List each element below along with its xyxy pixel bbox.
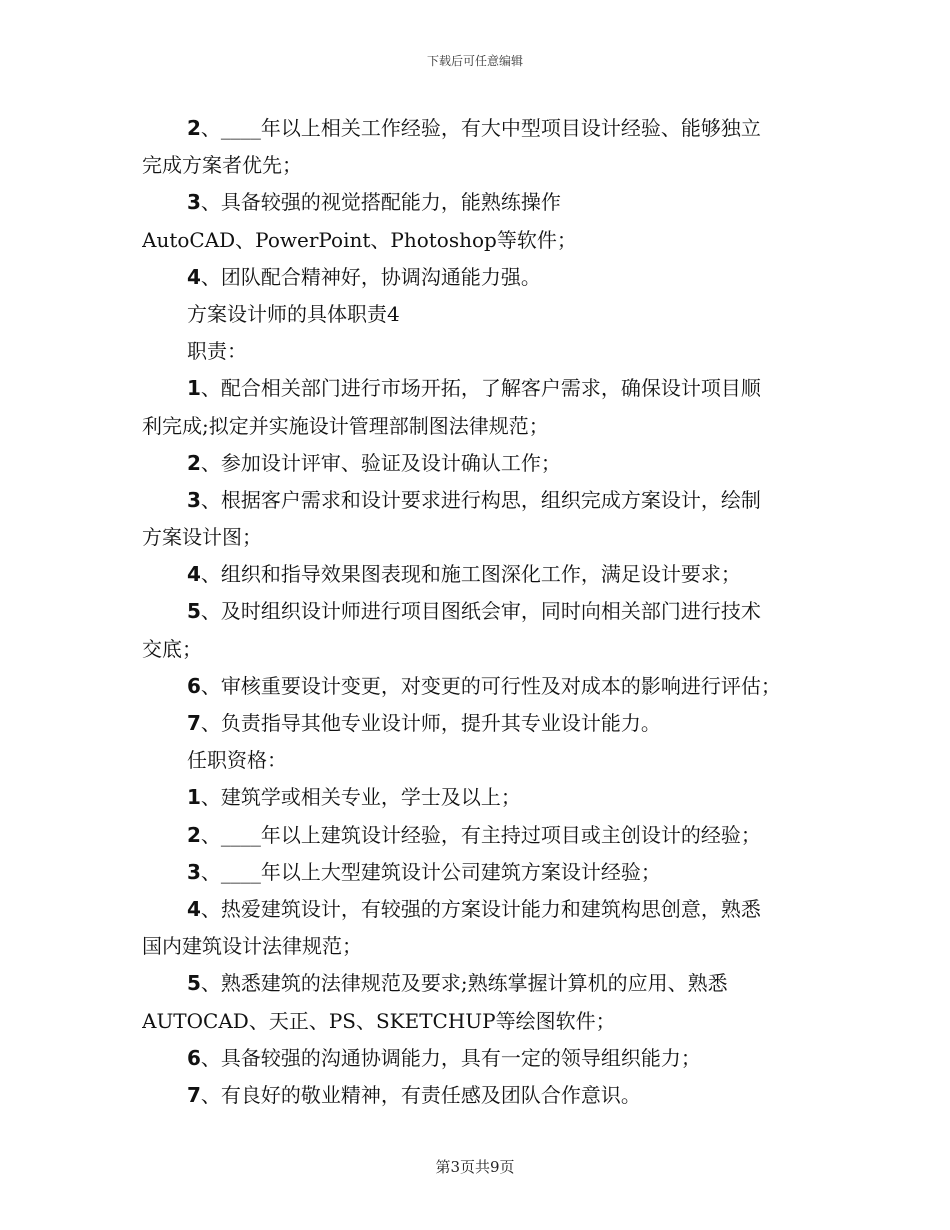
item-number: 6 xyxy=(187,1045,201,1070)
text-line xyxy=(142,110,814,147)
item-number: 1 xyxy=(187,376,201,401)
page-header: 下载后可任意编辑 xyxy=(426,54,523,68)
text-line xyxy=(142,370,814,407)
text-line xyxy=(142,333,814,370)
text-line xyxy=(142,519,814,556)
item-number: 6 xyxy=(187,673,201,698)
line-text: 方案设计师的具体职责4 xyxy=(187,301,400,326)
document-body xyxy=(142,110,814,1114)
line-text: AUTOCAD、天正、PS、SKETCHUP等绘图软件； xyxy=(142,1008,616,1033)
line-text: 、____年以上大型建筑设计公司建筑方案设计经验； xyxy=(200,859,661,884)
item-number: 5 xyxy=(187,599,201,624)
line-text: 、参加设计评审、验证及设计确认工作； xyxy=(200,450,561,475)
text-line xyxy=(142,891,814,928)
line-text: 、团队配合精神好，协调沟通能力强。 xyxy=(200,264,541,289)
text-line xyxy=(142,296,814,333)
line-text: AutoCAD、PowerPoint、Photoshop等软件； xyxy=(142,227,577,252)
line-text: 、有良好的敬业精神，有责任感及团队合作意识。 xyxy=(200,1082,641,1107)
text-line xyxy=(142,556,814,593)
item-number: 1 xyxy=(187,785,201,810)
line-text: 、熟悉建筑的法律规范及要求;熟练掌握计算机的应用、熟悉 xyxy=(200,971,728,996)
item-number: 3 xyxy=(187,190,201,215)
line-text: 方案设计图； xyxy=(142,525,262,550)
item-number: 2 xyxy=(187,116,201,140)
item-number: 4 xyxy=(187,562,201,587)
text-line xyxy=(142,705,814,742)
text-line xyxy=(142,742,814,779)
text-line xyxy=(142,408,814,445)
text-line xyxy=(142,779,814,816)
text-line xyxy=(142,482,814,519)
line-text: 、配合相关部门进行市场开拓，了解客户需求，确保设计项目顺 xyxy=(200,376,761,401)
item-number: 7 xyxy=(187,711,201,735)
item-number: 5 xyxy=(187,971,201,996)
text-line xyxy=(142,1077,814,1114)
page-footer: 第3页共9页 xyxy=(435,1158,515,1176)
line-text: 国内建筑设计法律规范； xyxy=(142,934,362,959)
line-text: 、具备较强的沟通协调能力，具有一定的领导组织能力； xyxy=(200,1045,701,1070)
text-line xyxy=(142,928,814,965)
line-text: 职责： xyxy=(187,339,247,364)
item-number: 2 xyxy=(187,450,201,475)
line-text: 、建筑学或相关专业，学士及以上； xyxy=(200,785,521,810)
line-text: 、审核重要设计变更，对变更的可行性及对成本的影响进行评估； xyxy=(200,673,781,698)
line-text: 任职资格： xyxy=(187,748,287,773)
text-line xyxy=(142,259,814,296)
line-text: 、具备较强的视觉搭配能力，能熟练操作 xyxy=(200,190,561,215)
text-line xyxy=(142,445,814,482)
text-line xyxy=(142,593,814,630)
text-line xyxy=(142,854,814,891)
line-text: 、负责指导其他专业设计师，提升其专业设计能力。 xyxy=(200,711,661,735)
line-text: 、____年以上建筑设计经验，有主持过项目或主创设计的经验； xyxy=(200,822,761,847)
item-number: 3 xyxy=(187,859,201,884)
text-line xyxy=(142,147,814,184)
text-line xyxy=(142,965,814,1002)
line-text: 利完成;拟定并实施设计管理部制图法律规范； xyxy=(142,413,549,438)
line-text: 、____年以上相关工作经验，有大中型项目设计经验、能够独立 xyxy=(200,116,761,140)
line-text: 、根据客户需求和设计要求进行构思，组织完成方案设计，绘制 xyxy=(200,487,761,512)
text-line xyxy=(142,631,814,668)
item-number: 2 xyxy=(187,822,201,847)
text-line xyxy=(142,1040,814,1077)
item-number: 7 xyxy=(187,1082,201,1107)
text-line xyxy=(142,817,814,854)
item-number: 3 xyxy=(187,487,201,512)
line-text: 、热爱建筑设计，有较强的方案设计能力和建筑构思创意，熟悉 xyxy=(200,896,761,921)
line-text: 交底； xyxy=(142,636,202,661)
text-line xyxy=(142,222,814,259)
text-line xyxy=(142,184,814,221)
line-text: 、组织和指导效果图表现和施工图深化工作，满足设计要求； xyxy=(200,562,741,587)
line-text: 完成方案者优先； xyxy=(142,153,302,178)
line-text: 、及时组织设计师进行项目图纸会审，同时向相关部门进行技术 xyxy=(200,599,761,624)
item-number: 4 xyxy=(187,264,201,289)
text-line xyxy=(142,668,814,705)
text-line xyxy=(142,1003,814,1040)
item-number: 4 xyxy=(187,896,201,921)
